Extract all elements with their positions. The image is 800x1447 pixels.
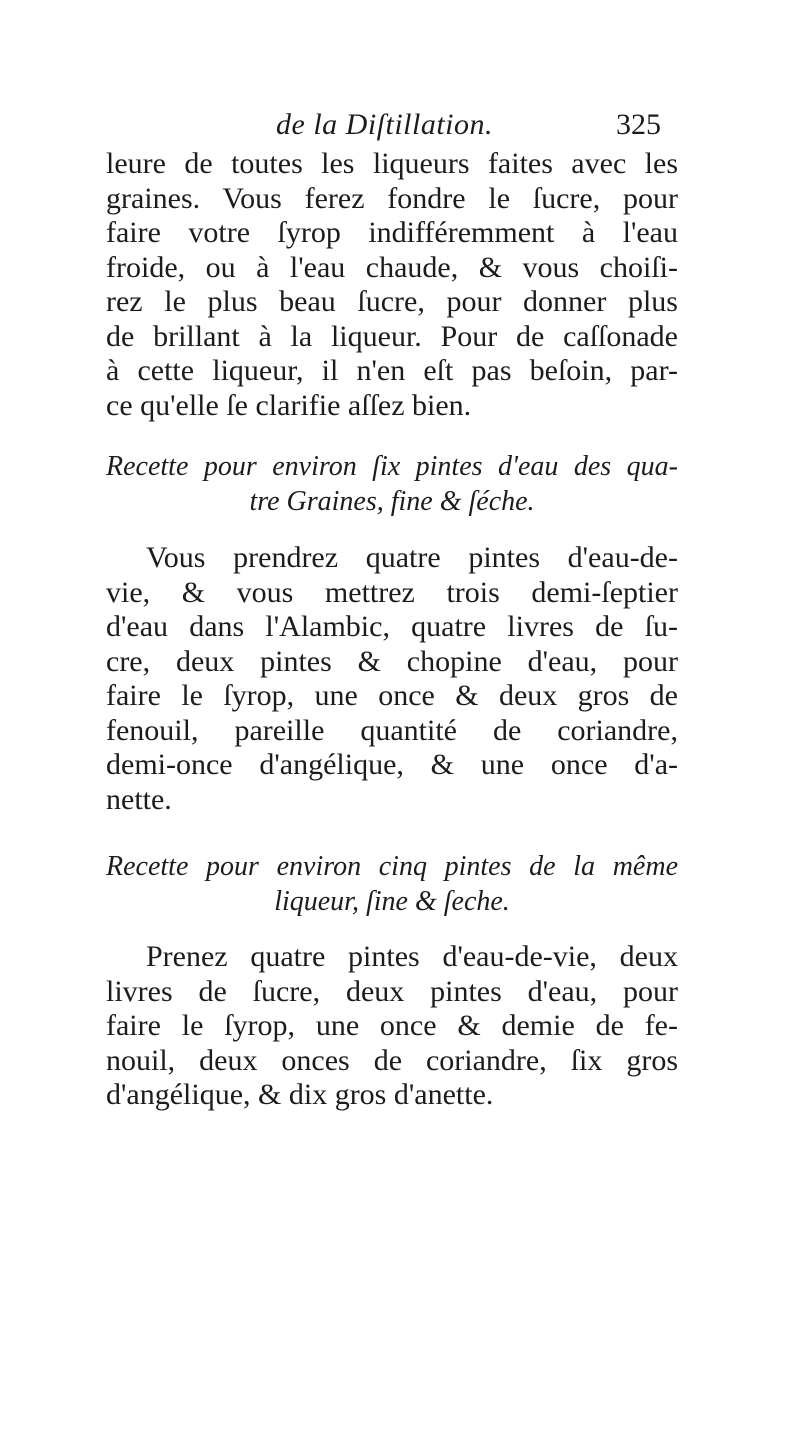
- running-head: de la Diſtillation.: [276, 108, 493, 141]
- text-line: froide, ou à l'eau chaude, & vous choiſi-: [106, 250, 678, 284]
- recipe-heading-2: [106, 850, 678, 919]
- paragraph-1: [106, 147, 678, 423]
- text-line: Prenez quatre pintes d'eau-de-vie, deux: [146, 940, 678, 973]
- paragraph-3: [106, 940, 678, 1113]
- page-header: [0, 108, 800, 148]
- text-line: Vous prendrez quatre pintes d'eau-de-: [146, 541, 678, 574]
- text-line: à cette liqueur, il n'en eſt pas beſoin, par-: [106, 354, 678, 387]
- heading-line: Recette pour environ ſix pintes d'eau des qua-: [106, 451, 678, 482]
- heading-line: liqueur, ſine & ſeche.: [274, 885, 510, 917]
- text-line: livres de ſucre, deux pintes d'eau, pour: [106, 974, 678, 1008]
- recipe-heading-1: [106, 450, 678, 519]
- text-line: rez le plus beau ſucre, pour donner plus: [106, 285, 678, 318]
- text-line: faire votre ſyrop indifféremment à l'eau: [106, 216, 678, 249]
- paragraph-2: [106, 541, 678, 817]
- text-line: d'angélique, & dix gros d'anette.: [106, 1078, 494, 1111]
- text-line: vie, & vous mettrez trois demi-ſeptier: [106, 575, 678, 609]
- text-line: nette.: [106, 782, 172, 816]
- text-line: d'eau dans l'Alambic, quatre livres de ſu-: [106, 610, 678, 643]
- heading-line: tre Graines, fine & ſéche.: [249, 485, 535, 517]
- text-line: fenouil, pareille quantité de coriandre,: [106, 713, 678, 747]
- page-number: 325: [616, 108, 661, 141]
- text-line: nouil, deux onces de coriandre, ſix gros: [106, 1043, 678, 1077]
- text-line: faire le ſyrop, une once & demie de fe-: [106, 1009, 678, 1042]
- text-line: ce qu'elle ſe clarifie aſſez bien.: [106, 388, 472, 422]
- text-line: graines. Vous ferez fondre le ſucre, pour: [106, 181, 678, 215]
- text-line: de brillant à la liqueur. Pour de caſſonade: [106, 319, 678, 353]
- text-line: leure de toutes les liqueurs faites avec les: [106, 147, 678, 180]
- text-line: faire le ſyrop, une once & deux gros de: [106, 679, 678, 712]
- text-line: demi-once d'angélique, & une once d'a-: [106, 748, 678, 781]
- heading-line: Recette pour environ cinq pintes de la même: [106, 851, 678, 882]
- text-line: cre, deux pintes & chopine d'eau, pour: [106, 644, 678, 678]
